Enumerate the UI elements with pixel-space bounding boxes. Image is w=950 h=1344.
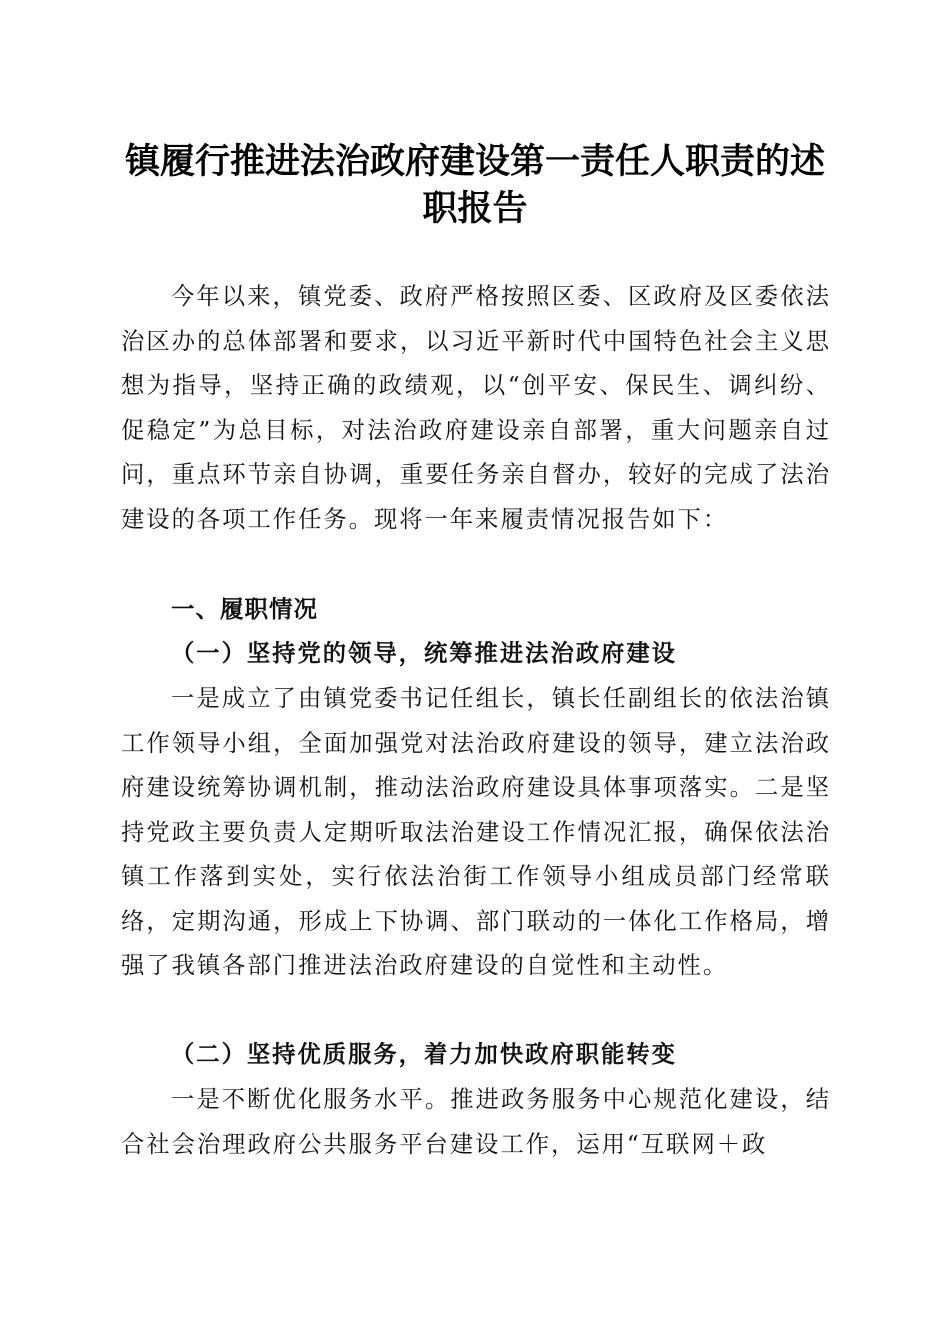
subsection-heading-party-leadership: （一）坚持党的领导，统筹推进法治政府建设 [171,640,677,667]
subsection-paragraph-quality-service: 一是不断优化服务水平。推进政务服务中心规范化建设，结合社会治理政府公共服务平台建设工作，运用“互联网＋政 [121,1086,831,1158]
subsection-heading-quality-service: （二）坚持优质服务，着力加快政府职能转变 [171,1041,677,1068]
subsection-paragraph-party-leadership: 一是成立了由镇党委书记任组长，镇长任副组长的依法治镇工作领导小组，全面加强党对法治政府建设的领导，建立法治政府建设统筹协调机制，推动法治政府建设具体事项落实。二是坚持党政主要负责人定期听取法治建设工作情况汇报，确保依法治镇工作落到实处，实行依法治街工作领导小组成员部门经常联络，定期沟通，形成上下协调、部门联动的一体化工作格局，增强了我镇各部门推进法治政府建设的自觉性和主动性。 [121,685,831,979]
document-title: 镇履行推进法治政府建设第一责任人职责的述职报告 [124,141,825,229]
intro-paragraph: 今年以来，镇党委、政府严格按照区委、区政府及区委依法治区办的总体部署和要求，以习近平新时代中国特色社会主义思想为指导，坚持正确的政绩观，以“创平安、保民生、调纠纷、促稳定”为总目标，对法治政府建设亲自部署，重大问题亲自过问，重点环节亲自协调，重要任务亲自督办，较好的完成了法治建设的各项工作任务。现将一年来履责情况报告如下： [121,283,831,533]
section-heading-performance: 一、履职情况 [171,595,318,623]
